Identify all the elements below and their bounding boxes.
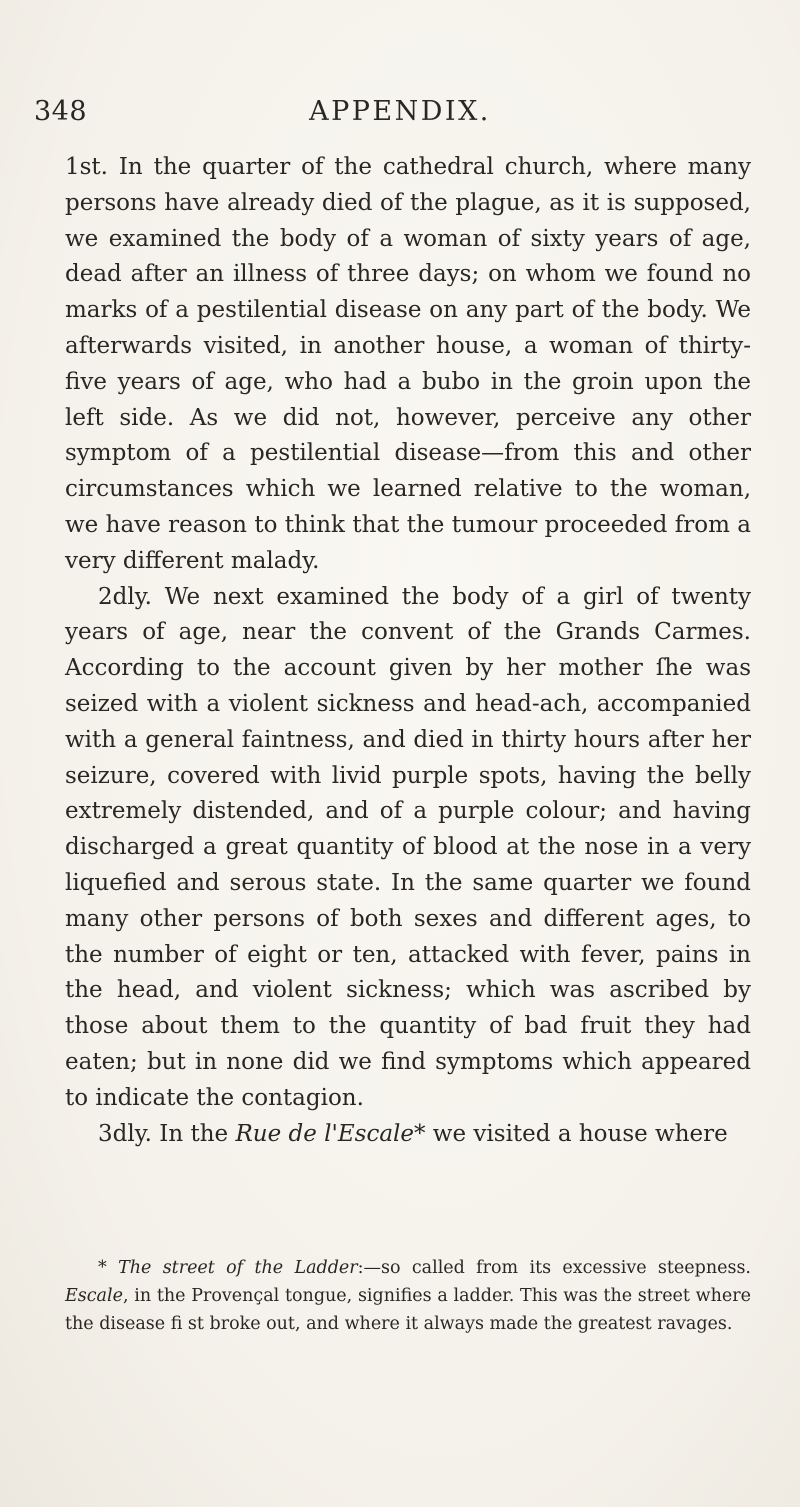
page-number: 348 bbox=[34, 96, 88, 127]
footnote-text-b: , in the Provençal tongue, signifies a ladder. This was the street where the disease fi st broke out, and where it always made the greatest ravages. bbox=[65, 1286, 751, 1334]
body-text bbox=[65, 150, 751, 1152]
footnote bbox=[65, 1254, 751, 1338]
street-name: Rue de l'Escale bbox=[235, 1120, 414, 1147]
page-header bbox=[34, 96, 766, 136]
footnote-marker: * bbox=[414, 1120, 426, 1147]
footnote-word: Escale bbox=[65, 1286, 123, 1306]
paragraph-3 bbox=[65, 1117, 751, 1153]
paragraph-2: 2dly. We next examined the body of a girl of twenty years of age, near the convent of the Grands Carmes. According to the account given by her mother ſhe was seized with a violent sickness and head-ach, accompanied with a general faintness, and died in thirty hours after her seizure, covered with livid purple spots, having the belly extremely distended, and of a purple colour; and having discharged a great quantity of blood at the nose in a very liquefied and serous state. In the same quarter we found many other persons of both sexes and different ages, to the number of eight or ten, attacked with fever, pains in the head, and violent sickness; which was ascribed by those about them to the quantity of bad fruit they had eaten; but in none did we find symptoms which appeared to indicate the contagion. bbox=[65, 583, 751, 1111]
running-head: APPENDIX. bbox=[309, 96, 491, 127]
paragraph-3-suffix: we visited a house where bbox=[425, 1120, 728, 1147]
footnote-text-a: :—so called from its excessive steepness. bbox=[357, 1258, 751, 1278]
footnote-marker-ref: * bbox=[98, 1258, 107, 1278]
footnote-term: The street of the Ladder bbox=[118, 1258, 358, 1278]
paragraph-3-prefix: 3dly. In the bbox=[98, 1120, 236, 1147]
paragraph-1: 1st. In the quarter of the cathedral church, where many persons have already died of the plague, as it is supposed, we examined the body of a woman of sixty years of age, dead after an illness of three days; on whom we found no marks of a pestilential disease on any part of the body. We afterwards visited, in another house, a woman of thirty-five years of age, who had a bubo in the groin upon the left side. As we did not, however, perceive any other symptom of a pestilential disease—from this and other circumstances which we learned relative to the woman, we have reason to think that the tumour proceeded from a very different malady. bbox=[65, 154, 751, 574]
